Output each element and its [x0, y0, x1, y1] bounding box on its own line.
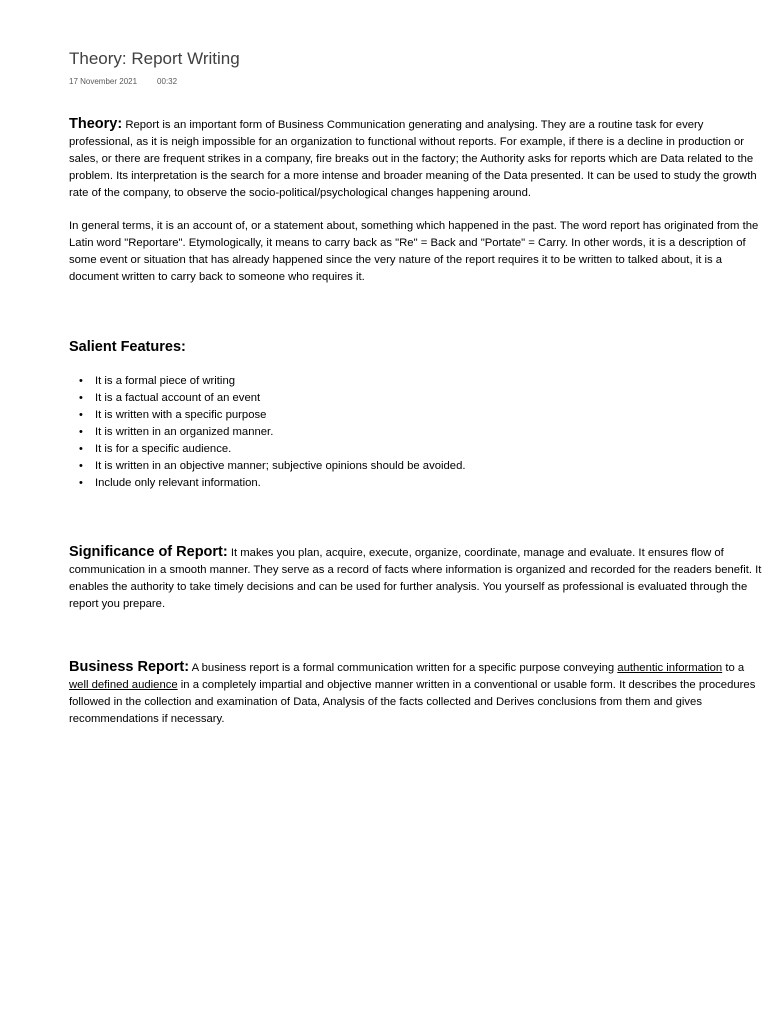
- bullet-icon: •: [79, 477, 83, 489]
- note-date: 17 November 2021: [69, 77, 138, 86]
- list-item: • It is for a specific audience.: [95, 441, 763, 458]
- theory-paragraph: [69, 116, 763, 202]
- list-item: • It is a formal piece of writing: [95, 373, 763, 390]
- bullet-icon: •: [79, 409, 83, 421]
- significance-paragraph: [69, 544, 763, 613]
- well-defined-audience-text: well defined audience: [69, 679, 178, 691]
- significance-text: It makes you plan, acquire, execute, organize, coordinate, manage and evaluate. It ensures flow of communication in a smooth manner. They serve as a record of facts where information is organized and recorded for the readers benefit. It enables the authority to take timely decisions and can be used for further analysis. You yourself as professional is evaluated through the report you prepare.: [69, 547, 762, 610]
- list-item: • It is written with a specific purpose: [95, 407, 763, 424]
- business-report-paragraph: Business Report: A business report is a formal communication written for a specific purpose conveying authentic information to a well defined audience in a completely impartial and objective manner written in a conventional or usable form. It describes the procedures followed in the collection and examination of Data, Analysis of the facts collected and Derives conclusions from them and gives recommendations if necessary.: [69, 659, 756, 725]
- bullet-icon: •: [79, 375, 83, 387]
- note-meta: [69, 77, 763, 87]
- bullet-icon: •: [79, 392, 83, 404]
- list-item: • Include only relevant information.: [95, 475, 763, 492]
- note-time: 00:32: [157, 77, 178, 86]
- theory-text: Report is an important form of Business Communication generating and analysing. They are a routine task for every professional, as it is neigh impossible for an organization to functional without reports. For example, if there is a decline in production or sales, or there are frequent strikes in a company, fire breaks out in the factory; the Authority asks for reports which are Data related to the problem. Its interpretation is the search for a more intense and broader meaning of the Data presented. It can be used to study the growth rate of the company, to observe the socio-political/psychological changes happening around.: [69, 119, 757, 199]
- page-title: Theory: Report Writing: [69, 49, 240, 68]
- list-item: • It is written in an organized manner.: [95, 424, 763, 441]
- note-page: [69, 48, 763, 728]
- theory-heading: Theory:: [69, 116, 123, 132]
- business-report-heading: Business Report:: [69, 659, 190, 675]
- salient-features-list: [69, 373, 763, 492]
- bullet-icon: •: [79, 426, 83, 438]
- bullet-icon: •: [79, 460, 83, 472]
- authentic-information-text: authentic information: [617, 662, 723, 674]
- salient-features-heading: Salient Features:: [69, 339, 186, 355]
- general-terms-paragraph: In general terms, it is an account of, or a statement about, something which happened in the past. The word report has originated from the Latin word "Reportare". Etymologically, it means to carry back as "Re" = Back and "Portate" = Carry. In other words, it is a description of some event or situation that has already happened since the very nature of the report requires it to be written to talked about, it is a document written to carry back to someone who requires it.: [69, 220, 759, 283]
- significance-heading: Significance of Report:: [69, 544, 228, 560]
- bullet-icon: •: [79, 443, 83, 455]
- list-item: • It is a factual account of an event: [95, 390, 763, 407]
- list-item: • It is written in an objective manner; subjective opinions should be avoided.: [95, 458, 763, 475]
